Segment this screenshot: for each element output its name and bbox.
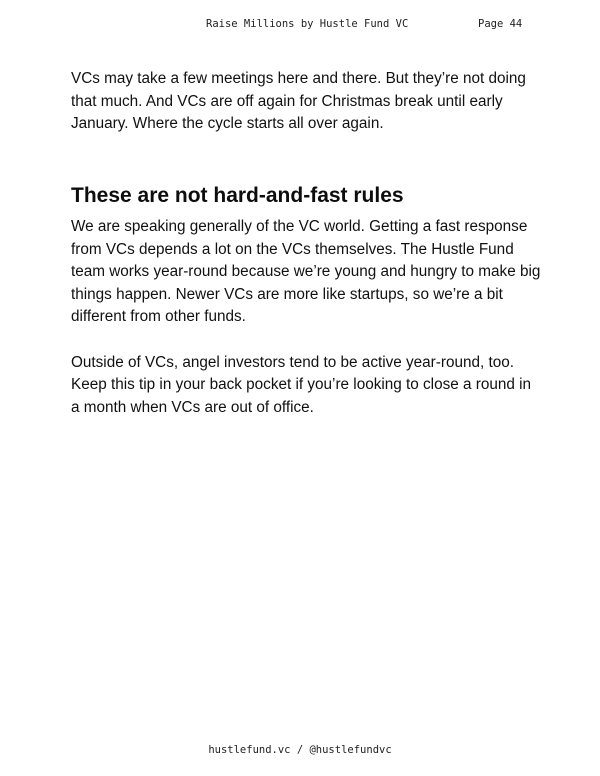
section-paragraph-1: We are speaking generally of the VC world. Getting a fast response from VCs depends a lot on the VCs themselves. The Hustle Fund team works year-round because we’re young and hungry to make big things happen. Newer VCs are more like startups, so we’re a bit different from other funds. (71, 218, 541, 326)
section-heading: These are not hard-and-fast rules (71, 184, 404, 207)
intro-paragraph: VCs may take a few meetings here and there. But they’re not doing that much. And VCs are off again for Christmas break until early January. Where the cycle starts all over again. (71, 70, 526, 133)
intro-text (71, 68, 541, 136)
section-paragraph-2: Outside of VCs, angel investors tend to be active year-round, too. Keep this tip in your back pocket if you’re looking to close a round in a month when VCs are out of office. (71, 353, 532, 416)
page-footer: hustlefund.vc / @hustlefundvc (208, 744, 392, 756)
page-number: Page 44 (478, 18, 523, 30)
document-title: Raise Millions by Hustle Fund VC (206, 18, 409, 30)
section-body (71, 216, 541, 419)
page-header (0, 14, 600, 34)
